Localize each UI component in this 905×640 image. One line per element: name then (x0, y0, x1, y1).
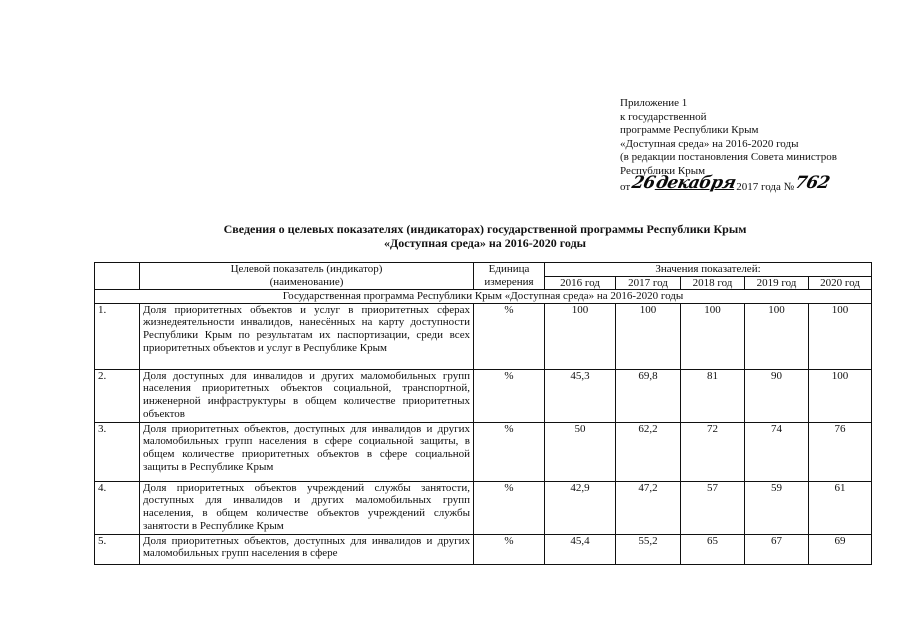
header-year-2018: 2018 год (681, 276, 745, 290)
row-value-2020: 100 (809, 303, 872, 369)
header-indicator-cell (140, 263, 474, 290)
row-value-2016: 100 (545, 303, 616, 369)
header-unit-cell (474, 263, 545, 290)
table-row (95, 369, 872, 422)
document-title (90, 222, 880, 250)
row-value-2018: 100 (681, 303, 745, 369)
row-value-2019: 59 (745, 481, 809, 534)
row-value-2017: 62,2 (616, 422, 681, 481)
row-number: 5. (95, 534, 140, 564)
row-value-2020: 61 (809, 481, 872, 534)
header-unit-sublabel: измерения (484, 275, 534, 288)
header-indicator-label: Целевой показатель (индикатор) (230, 263, 383, 275)
appendix-line-2: к государственной (620, 110, 707, 123)
appendix-block (620, 97, 890, 194)
row-indicator-name: Доля приоритетных объектов и услуг в приоритетных сферах жизнедеятельности инвалидов, нанесённых на карту доступности Республики Крым по результатам их паспортизации, среди всех приоритетных объектов и услуг в Республике Крым (140, 303, 474, 369)
section-title: Государственная программа Республики Крым «Доступная среда» на 2016-2020 годы (95, 290, 872, 304)
row-value-2020: 69 (809, 534, 872, 564)
appendix-line-6: Республики Крым (620, 164, 706, 177)
row-number: 2. (95, 369, 140, 422)
table-row (95, 422, 872, 481)
date-year-text: 2017 года № (736, 180, 795, 193)
row-value-2017: 55,2 (616, 534, 681, 564)
table-section-row (95, 290, 872, 304)
document-title-line-2: «Доступная среда» на 2016-2020 годы (383, 236, 587, 250)
handwritten-day: 26 (630, 172, 658, 193)
row-value-2019: 74 (745, 422, 809, 481)
row-unit: % (474, 422, 545, 481)
appendix-line-4: «Доступная среда» на 2016-2020 годы (620, 137, 799, 150)
handwritten-doc-number: 762 (793, 172, 832, 193)
table-header-row (95, 263, 872, 277)
row-unit: % (474, 534, 545, 564)
row-unit: % (474, 369, 545, 422)
table-row (95, 481, 872, 534)
row-indicator-name: Доля приоритетных объектов учреждений службы занятости, доступных для инвалидов и других маломобильных групп населения, в общем количестве объектов учреждений службы занятости в Республике Крым (140, 481, 474, 534)
row-value-2016: 45,3 (545, 369, 616, 422)
handwritten-month: декабря (653, 172, 738, 193)
row-unit: % (474, 303, 545, 369)
appendix-line-3: программе Республики Крым (620, 124, 759, 137)
row-value-2017: 100 (616, 303, 681, 369)
row-indicator-name: Доля доступных для инвалидов и других маломобильных групп населения приоритетных объектов социальной, транспортной, инженерной инфраструктуры в общем количестве приоритетных объектов (140, 369, 474, 422)
appendix-line-5: (в редакции постановления Совета министров (620, 151, 837, 164)
row-value-2018: 65 (681, 534, 745, 564)
row-value-2019: 90 (745, 369, 809, 422)
document-title-line-1: Сведения о целевых показателях (индикаторах) государственной программы Республики Крым (223, 222, 747, 236)
row-value-2018: 81 (681, 369, 745, 422)
row-value-2020: 76 (809, 422, 872, 481)
row-value-2017: 47,2 (616, 481, 681, 534)
header-year-2019: 2019 год (745, 276, 809, 290)
row-value-2016: 45,4 (545, 534, 616, 564)
header-indicator-sublabel: (наименование) (269, 275, 344, 288)
header-num-cell (95, 263, 140, 290)
row-value-2016: 50 (545, 422, 616, 481)
header-year-2017: 2017 год (616, 276, 681, 290)
row-number: 1. (95, 303, 140, 369)
header-values-label: Значения показателей: (545, 263, 872, 277)
row-value-2019: 100 (745, 303, 809, 369)
appendix-line-1: Приложение 1 (620, 97, 688, 109)
row-value-2016: 42,9 (545, 481, 616, 534)
resolution-date-line (620, 172, 890, 195)
row-indicator-name: Доля приоритетных объектов, доступных для инвалидов и других маломобильных групп населения в сфере (140, 534, 474, 564)
header-year-2020: 2020 год (809, 276, 872, 290)
row-value-2020: 100 (809, 369, 872, 422)
date-prefix: от (620, 180, 631, 193)
row-indicator-name: Доля приоритетных объектов, доступных для инвалидов и других маломобильных групп населения в сфере социальной защиты, в общем количестве приоритетных объектов в сфере социальной защиты в Республике Крым (140, 422, 474, 481)
table-row (95, 534, 872, 564)
header-year-2016: 2016 год (545, 276, 616, 290)
table-row (95, 303, 872, 369)
header-unit-label: Единица (488, 263, 530, 275)
row-value-2017: 69,8 (616, 369, 681, 422)
row-number: 4. (95, 481, 140, 534)
row-unit: % (474, 481, 545, 534)
row-value-2018: 57 (681, 481, 745, 534)
row-value-2019: 67 (745, 534, 809, 564)
indicators-table (94, 262, 872, 565)
row-number: 3. (95, 422, 140, 481)
row-value-2018: 72 (681, 422, 745, 481)
